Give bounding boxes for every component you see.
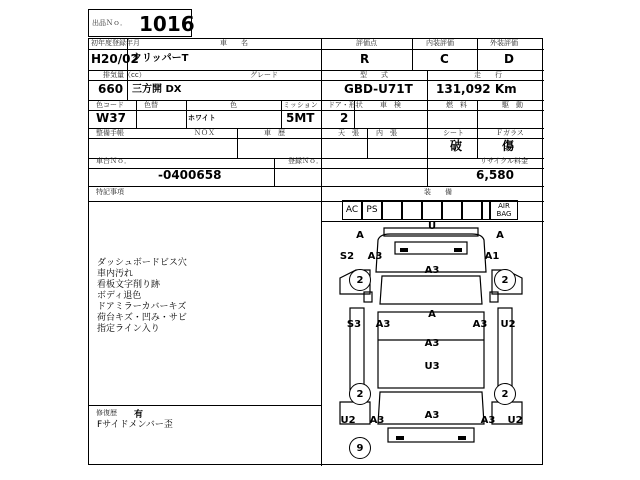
label-recycle: リサイクル料金 [480,157,529,165]
grid-line [427,100,428,128]
damage-mark: S3 [346,319,362,330]
value-fglass: 傷 [502,139,515,153]
value-repair: 有 [134,410,144,420]
equipment-slot [382,200,402,220]
label-fuel: 燃 料 [446,101,467,109]
grid-line [477,128,478,158]
label-drive: 駆 動 [502,101,523,109]
equipment-airbag: AIR BAG [490,200,518,220]
grid-line [274,158,275,186]
damage-mark: A3 [375,319,391,330]
remark-item: 荷台キズ・凹み・サビ [97,313,187,323]
value-seat: 破 [450,139,463,153]
label-score: 評価点 [356,39,377,47]
label-lining: 内 張 [376,129,397,137]
label-exterior: 外装評価 [490,39,518,47]
label-transmission: ミッション [283,101,318,109]
label-grade: グレード [250,71,278,79]
grid-line [89,49,544,50]
damage-mark: A3 [472,319,488,330]
value-model: GBD-U71T [344,82,413,96]
damage-mark: A3 [424,410,440,421]
damage-mark: A [496,230,504,241]
damage-mark: U3 [424,361,440,372]
remark-item: ボディ退色 [97,291,142,301]
grid-line [89,186,544,187]
equipment-slot [442,200,462,220]
grid-line [89,405,321,406]
grid-line [136,100,137,128]
damage-circle: 2 [349,269,371,291]
label-mileage: 走 行 [474,71,502,79]
grid-line [89,128,544,129]
damage-mark: S2 [339,251,355,262]
value-doors: 2 [340,111,349,125]
equipment-ps: PS [362,200,382,220]
label-inspection: 車 検 [380,101,401,109]
label-seat: シート [443,129,464,137]
lot-number: 1016 [139,12,195,36]
value-color: ホワイト [188,114,216,122]
label-color-change: 色替 [144,101,158,109]
damage-mark: A3 [480,415,496,426]
equipment-slot [482,200,490,220]
value-first-reg: H20/02 [91,52,139,66]
damage-mark: A3 [369,415,385,426]
grid-line [186,100,187,128]
label-reg-no: 登録Ｎｏ． [288,157,323,165]
remark-item: 看板文字削り跡 [97,280,161,290]
damage-mark: U2 [500,319,516,330]
label-equipment: 装 備 [424,188,452,196]
label-remarks: 特記事項 [96,188,124,196]
damage-mark: A3 [424,338,440,349]
grid-line [89,80,544,81]
grid-line [237,128,238,158]
value-mileage: 131,092 Km [436,82,517,96]
damage-mark: A3 [424,265,440,276]
grid-line [477,100,478,128]
lot-label: 出品Ｎｏ． [92,19,127,27]
label-nox: ＮＯＸ [194,129,215,137]
value-interior: C [440,52,449,66]
damage-circle: 9 [349,437,371,459]
label-color: 色 [230,101,237,109]
repair-note: Fサイドメンバー歪 [97,420,173,430]
damage-mark: A [356,230,364,241]
label-first-reg: 初年度登録年月 [91,39,140,47]
remark-item: 指定ライン入り [97,324,160,334]
label-model: 型 式 [360,71,388,79]
damage-circle: 2 [494,383,516,405]
remark-item: ダッシュボードビス穴 [97,258,187,268]
label-chassis: 車台Ｎｏ． [96,157,131,165]
lot-box [88,9,195,37]
grid-line [89,110,544,111]
label-color-code: 色コード [96,101,124,109]
value-chassis: -0400658 [158,168,222,182]
damage-circle: 2 [494,269,516,291]
value-transmission: 5MT [286,111,315,125]
damage-mark: A [428,309,436,320]
label-car-name: 車 名 [220,39,248,47]
grid-line [367,128,368,158]
equipment-slot [402,200,422,220]
label-history: 車 歴 [264,129,285,137]
label-interior: 内装評価 [426,39,454,47]
grid-line [89,138,544,139]
equipment-ac: AC [342,200,362,220]
grid-line [427,128,428,158]
label-ceiling: 天 張 [338,129,359,137]
damage-mark: A1 [484,251,500,262]
value-displacement: 660 [98,82,124,96]
label-doors-shape: ドア・形状 [328,101,363,109]
damage-mark: U2 [507,415,523,426]
remark-item: 車内汚れ [97,269,134,279]
label-repair: 修復歴 [96,409,117,417]
grid-line [477,39,478,70]
damage-mark: U2 [340,415,356,426]
damage-mark: A3 [367,251,383,262]
label-displacement: 排気量（cc） [103,71,146,79]
value-grade: 三方開 DX [132,84,182,95]
value-score: R [360,52,370,66]
damage-mark: U [427,221,437,232]
damage-circle: 2 [349,383,371,405]
equipment-slot [422,200,442,220]
value-recycle: 6,580 [476,168,514,182]
remarks-list [97,258,187,335]
grid-line [427,70,428,100]
remark-item: ドアミラーカバーキズ [97,302,187,312]
label-manual: 整備手帳 [96,129,124,137]
grid-line [412,39,413,70]
grid-line [427,158,428,186]
value-car-name: クリッパーT [132,53,189,64]
equipment-slot [462,200,482,220]
value-exterior: D [504,52,514,66]
value-color-code: W37 [96,111,126,125]
grid-line [281,100,282,128]
label-fglass: Ｆガラス [496,129,524,137]
grid-line [321,39,322,201]
